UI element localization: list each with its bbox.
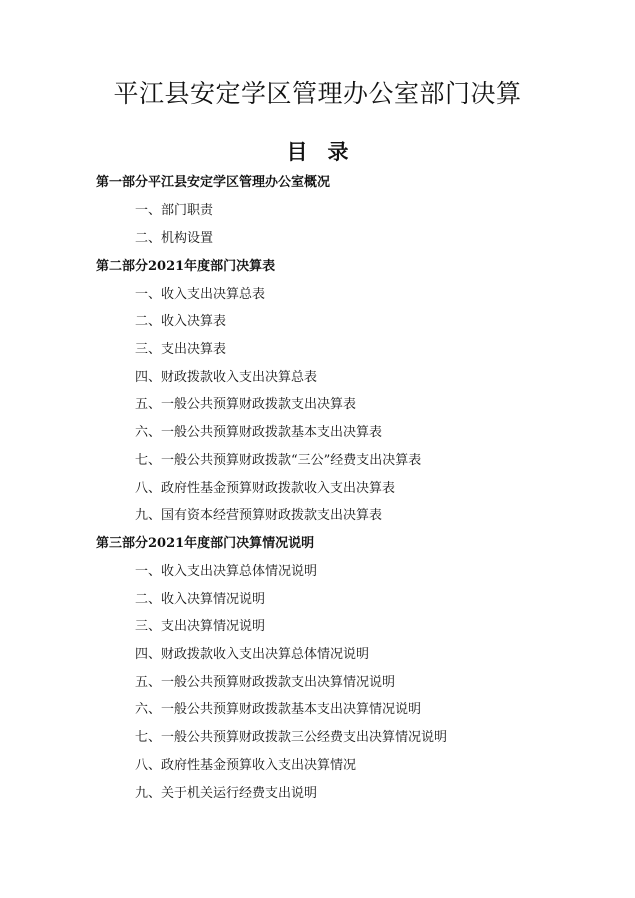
toc-item: 九、国有资本经营预算财政拨款支出决算表 — [135, 508, 383, 523]
toc-heading-right: 录 — [327, 139, 349, 164]
toc-item: 六、一般公共预算财政拨款基本支出决算情况说明 — [135, 702, 422, 717]
toc-heading — [0, 137, 635, 167]
toc-item: 一、收入支出决算总表 — [135, 287, 266, 302]
toc-part-1-title: 第一部分平江县安定学区管理办公室概况 — [96, 175, 331, 190]
toc-item: 二、收入决算表 — [135, 314, 227, 329]
toc-item: 六、一般公共预算财政拨款基本支出决算表 — [135, 425, 383, 440]
toc-item: 八、政府性基金预算收入支出决算情况 — [135, 758, 357, 773]
toc-item: 七、一般公共预算财政拨款三公经费支出决算情况说明 — [135, 730, 448, 745]
toc-item: 二、机构设置 — [135, 231, 214, 246]
document-title: 平江县安定学区管理办公室部门决算 — [113, 79, 522, 108]
toc-item: 九、关于机关运行经费支出说明 — [135, 786, 318, 801]
toc-part-3-title: 第三部分2021年度部门决算情况说明 — [96, 536, 315, 551]
toc-item: 四、财政拨款收入支出决算总体情况说明 — [135, 647, 370, 662]
toc-item: 四、财政拨款收入支出决算总表 — [135, 370, 318, 385]
toc-item: 二、收入决算情况说明 — [135, 592, 266, 607]
toc-item: 八、政府性基金预算财政拨款收入支出决算表 — [135, 481, 396, 496]
toc-item: 三、支出决算表 — [135, 342, 227, 357]
toc-item: 五、一般公共预算财政拨款支出决算情况说明 — [135, 675, 396, 690]
toc-heading-left: 目 — [286, 139, 308, 164]
toc-item: 一、收入支出决算总体情况说明 — [135, 564, 318, 579]
toc-item: 三、支出决算情况说明 — [135, 619, 266, 634]
toc-item: 七、一般公共预算财政拨款“三公”经费支出决算表 — [135, 453, 422, 468]
toc-item: 五、一般公共预算财政拨款支出决算表 — [135, 397, 357, 412]
toc-part-2-title: 第二部分2021年度部门决算表 — [96, 259, 276, 274]
toc-item: 一、部门职责 — [135, 203, 214, 218]
